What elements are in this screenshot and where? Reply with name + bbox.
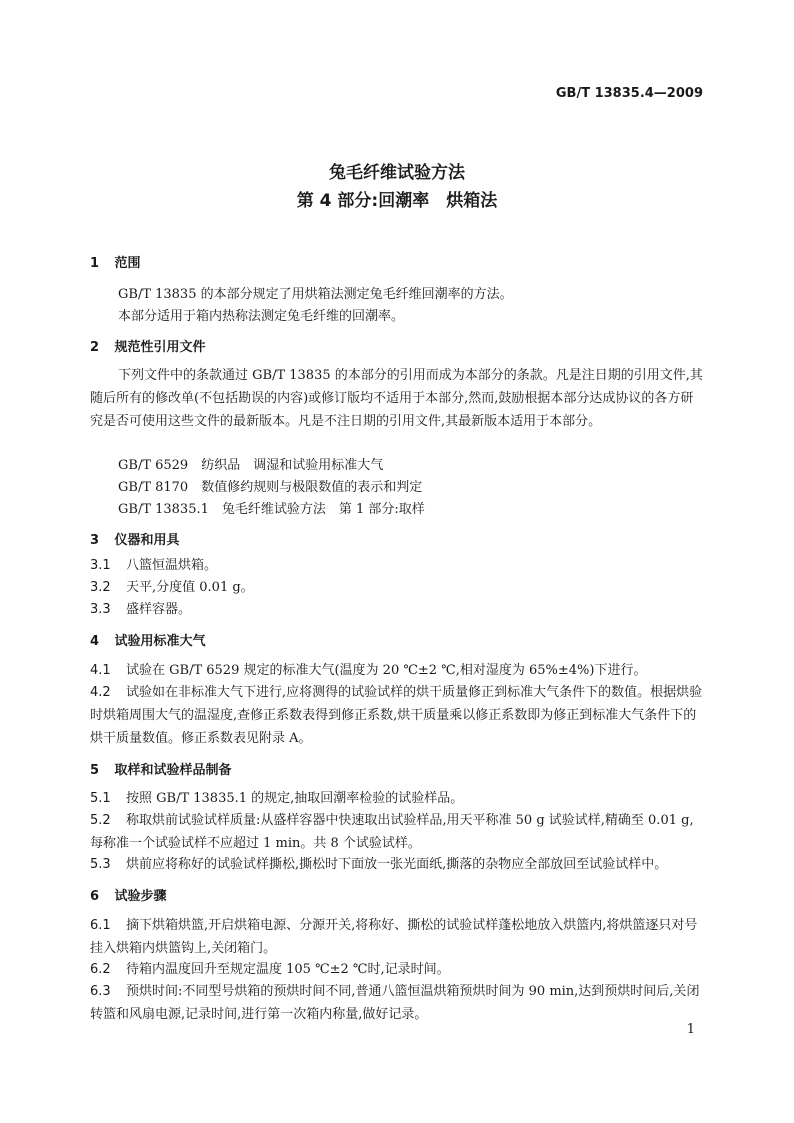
section-number: 6 — [90, 889, 100, 904]
section-number: 3 — [90, 533, 100, 548]
clause — [90, 681, 706, 750]
clause — [90, 958, 706, 981]
clause-number: 6.3 — [90, 984, 111, 999]
section-2-heading — [90, 336, 206, 355]
section-1-heading — [90, 252, 141, 271]
section-3-heading — [90, 529, 180, 548]
clause-text: 试验如在非标准大气下进行,应将测得的试验试样的烘干质量修正到标准大气条件下的数值。根据烘验时烘箱周围大气的温湿度,查修正系数表得到修正系数,烘干质量乘以修正系数即为修正到标准大气条件下的烘干质量数值。修正系数表见附录 A。 — [90, 685, 703, 746]
clause-number: 3.1 — [90, 558, 111, 573]
clause — [90, 554, 706, 577]
clause-number: 3.2 — [90, 580, 111, 595]
paragraph: GB/T 13835 的本部分规定了用烘箱法测定兔毛纤维回潮率的方法。 — [118, 287, 513, 302]
section-title: 范围 — [114, 256, 141, 271]
section-number: 5 — [90, 763, 100, 778]
clause-number: 5.2 — [90, 813, 111, 828]
section-title: 试验步骤 — [114, 889, 167, 904]
clause-number: 4.1 — [90, 663, 111, 678]
page-number: 1 — [686, 1022, 695, 1037]
clause-number: 3.3 — [90, 602, 111, 617]
clause — [90, 914, 706, 960]
paragraph: 本部分适用于箱内热称法测定兔毛纤维的回潮率。 — [118, 309, 405, 324]
clause-number: 4.2 — [90, 685, 111, 700]
standard-number: GB/T 13835.4—2009 — [555, 86, 703, 101]
clause-number: 5.3 — [90, 857, 111, 872]
section-title: 规范性引用文件 — [114, 340, 206, 355]
section-number: 4 — [90, 634, 100, 649]
clause — [90, 576, 706, 599]
section-6-heading — [90, 885, 167, 904]
normative-reference: GB/T 13835.1 兔毛纤维试验方法 第 1 部分:取样 — [118, 502, 425, 517]
section-5-heading — [90, 759, 232, 778]
clause-number: 5.1 — [90, 791, 111, 806]
clause-text: 天平,分度值 0.01 g。 — [126, 580, 254, 595]
normative-reference: GB/T 8170 数值修约规则与极限数值的表示和判定 — [118, 480, 423, 495]
paragraph: 下列文件中的条款通过 GB/T 13835 的本部分的引用而成为本部分的条款。凡是注日期的引用文件,其随后所有的修改单(不包括勘误的内容)或修订版均不适用于本部分,然而,鼓励根据本部分达成协议的各方研究是否可使用这些文件的最新版本。凡是不注日期的引用文件,其最新版本适用于本部分。 — [90, 368, 703, 429]
clause-number: 6.1 — [90, 918, 111, 933]
clause-text: 称取烘前试验试样质量:从盛样容器中快速取出试验样品,用天平称准 50 g 试验试样,精确至 0.01 g,每称准一个试验试样不应超过 1 min。共 8 个试验试样。 — [90, 813, 694, 851]
clause-text: 摘下烘箱烘篮,开启烘箱电源、分源开关,将称好、撕松的试验试样蓬松地放入烘篮内,将烘篮逐只对号挂入烘箱内烘篮钩上,关闭箱门。 — [90, 918, 698, 956]
section-number: 2 — [90, 340, 100, 355]
clause-number: 6.2 — [90, 962, 111, 977]
clause — [90, 980, 706, 1026]
clause-text: 试验在 GB/T 6529 规定的标准大气(温度为 20 ℃±2 ℃,相对湿度为 65%±4%)下进行。 — [126, 663, 647, 678]
clause — [90, 598, 706, 621]
clause-text: 烘前应将称好的试验试样撕松,撕松时下面放一张光面纸,撕落的杂物应全部放回至试验试样中。 — [126, 857, 668, 872]
section-4-heading — [90, 630, 206, 649]
section-title: 试验用标准大气 — [114, 634, 206, 649]
clause — [90, 809, 706, 855]
section-title: 仪器和用具 — [114, 533, 180, 548]
normative-reference: GB/T 6529 纺织品 调湿和试验用标准大气 — [118, 458, 384, 473]
clause-text: 预烘时间:不同型号烘箱的预烘时间不同,普通八篮恒温烘箱预烘时间为 90 min,达到预烘时间后,关闭转篮和风扇电源,记录时间,进行第一次箱内称量,做好记录。 — [90, 984, 700, 1022]
clause-text: 盛样容器。 — [126, 602, 192, 617]
section-title: 取样和试验样品制备 — [114, 763, 232, 778]
clause — [90, 853, 706, 876]
document-subtitle: 第 4 部分:回潮率 烘箱法 — [296, 191, 498, 211]
document-title: 兔毛纤维试验方法 — [329, 163, 465, 183]
clause — [90, 659, 706, 682]
section-number: 1 — [90, 256, 100, 271]
clause — [90, 787, 706, 810]
clause-text: 八篮恒温烘箱。 — [126, 558, 218, 573]
clause-text: 按照 GB/T 13835.1 的规定,抽取回潮率检验的试验样品。 — [126, 791, 464, 806]
clause-text: 待箱内温度回升至规定温度 105 ℃±2 ℃时,记录时间。 — [126, 962, 450, 977]
